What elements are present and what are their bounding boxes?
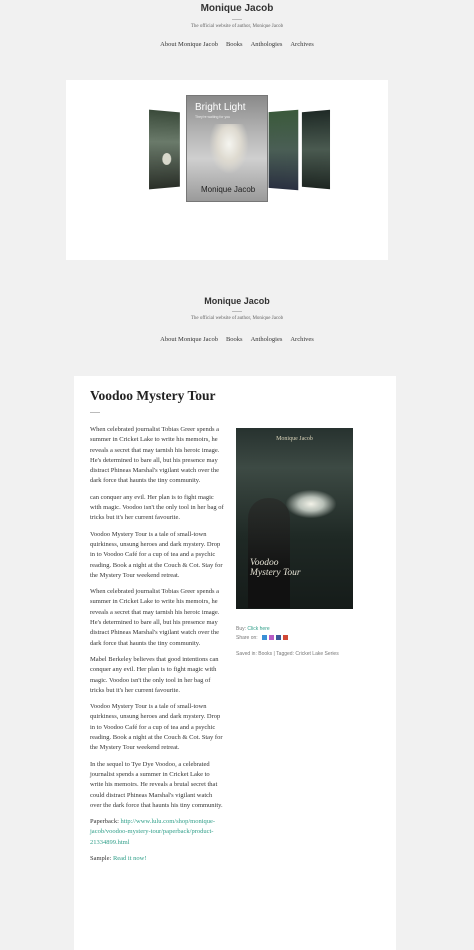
- sample-line: [90, 854, 224, 864]
- book-cover-image: [236, 428, 353, 609]
- post-paragraph: Mabel Berkeley believes that good intentions can conquer any evil. Her plan is to fight magic with magic. Voodoo isn't the only tool in her bag of tricks but it's her current favourite.: [90, 655, 219, 694]
- sample-label: Sample:: [90, 854, 112, 862]
- email-icon[interactable]: [283, 635, 288, 640]
- post-title: Voodoo Mystery Tour: [90, 388, 216, 403]
- title-divider: [90, 412, 100, 413]
- buy-label: Buy:: [236, 626, 247, 632]
- main-nav: [0, 41, 474, 48]
- post-paragraph: When celebrated journalist Tobias Greer spends a summer in Cricket Lake to write his memoirs, he reveals a secret that may tarnish his heroic image. He's determined to bare all, but his presence may distract Phineas Marshal's vigilant watch over the dark force that haunts the tiny community.: [90, 426, 220, 485]
- cover-moonlight: [286, 490, 336, 518]
- nav-books[interactable]: Books: [225, 336, 243, 343]
- tag-link[interactable]: Cricket Lake Series: [295, 651, 339, 657]
- cover-figure: [248, 498, 290, 608]
- post-paragraph: can conquer any evil. Her plan is to fight magic with magic. Voodoo isn't the only tool in her bag of tricks but it's her current favourite.: [90, 493, 224, 522]
- nav-about[interactable]: About Monique Jacob: [160, 41, 218, 48]
- cover-moon-image: [162, 153, 171, 165]
- cover-author: Monique Jacob: [201, 185, 256, 194]
- nav-about[interactable]: About Monique Jacob: [160, 336, 218, 343]
- site-header-top: [0, 0, 474, 70]
- cover-author: Monique Jacob: [276, 436, 313, 442]
- meta-separator: |: [273, 651, 275, 657]
- facebook-icon[interactable]: [276, 635, 281, 640]
- site-title[interactable]: Monique Jacob: [200, 3, 274, 14]
- title-divider: [232, 311, 242, 312]
- post-paragraph: When celebrated journalist Tobias Greer spends a summer in Cricket Lake to write his memoirs, he reveals a secret that may tarnish his heroic image. He's determined to bare all, but his presence may distract Phineas Marshal's vigilant watch over the dark force that haunts the tiny community.: [90, 588, 220, 647]
- buy-link[interactable]: Click here: [247, 626, 270, 632]
- post-article: [74, 376, 396, 950]
- paperback-label: Paperback:: [90, 818, 119, 826]
- carousel-cover-bright-light[interactable]: [186, 95, 268, 202]
- cover-dog-image: [209, 124, 249, 174]
- paperback-link[interactable]: http://www.lulu.com/shop/monique-jacob/voodoo-mystery-tour/paperback/product-21334899.html: [90, 818, 216, 846]
- book-carousel: [66, 80, 388, 260]
- nav-books[interactable]: Books: [225, 41, 243, 48]
- post-body: [90, 425, 224, 870]
- carousel-cover-3[interactable]: [269, 110, 299, 190]
- tagged-label: Tagged:: [276, 651, 294, 657]
- nav-anthologies[interactable]: Anthologies: [250, 41, 283, 48]
- share-line: [236, 635, 288, 641]
- cover-title: Bright Light: [195, 102, 246, 113]
- buy-line: [236, 626, 270, 632]
- carousel-cover-4[interactable]: [302, 110, 330, 190]
- site-header-second: [0, 262, 474, 377]
- sample-link[interactable]: Read it now!: [112, 854, 147, 862]
- cover-title: Voodoo Mystery Tour: [250, 558, 301, 578]
- site-tagline: The official website of author, Monique Jacob: [190, 24, 284, 29]
- title-divider: [232, 19, 242, 20]
- carousel-cover-voodoo-cat[interactable]: [149, 110, 180, 190]
- nav-archives[interactable]: Archives: [290, 336, 314, 343]
- cover-subtitle: They're waiting for you: [195, 115, 231, 119]
- paperback-line: [90, 817, 224, 848]
- saved-in-label: Saved in:: [236, 651, 257, 657]
- share-label: Share on:: [236, 635, 258, 641]
- post-paragraph: In the sequel to Tye Dye Voodoo, a celebrated journalist spends a summer in Cricket Lake to write his memoirs. He reveals a brutal secret that could distract Phineas Marshal's vigilant watch over the dark force that haunts his tiny community.: [90, 760, 223, 809]
- post-paragraph: Voodoo Mystery Tour is a tale of small-town quirkiness, unsung heroes and dark mystery. Drop in to Voodoo Café for a cup of tea and a psychic reading. Book a night at the Couch & Cot. Stay for the Mystery Tour weekend retreat.: [90, 703, 223, 752]
- site-tagline: The official website of author, Monique Jacob: [190, 316, 284, 321]
- share-icons: [262, 635, 288, 640]
- nav-anthologies[interactable]: Anthologies: [250, 336, 283, 343]
- post-meta: [236, 651, 339, 657]
- nav-archives[interactable]: Archives: [290, 41, 314, 48]
- post-paragraph: Voodoo Mystery Tour is a tale of small-town quirkiness, unsung heroes and dark mystery. Drop in to Voodoo Café for a cup of tea and a psychic reading. Book a night at the Couch & Cot. Stay for the Mystery Tour weekend retreat.: [90, 530, 223, 579]
- main-nav: [0, 336, 474, 343]
- twitter-icon[interactable]: [262, 635, 267, 640]
- category-link[interactable]: Books: [258, 651, 273, 657]
- site-title[interactable]: Monique Jacob: [204, 296, 270, 306]
- pinterest-icon[interactable]: [269, 635, 274, 640]
